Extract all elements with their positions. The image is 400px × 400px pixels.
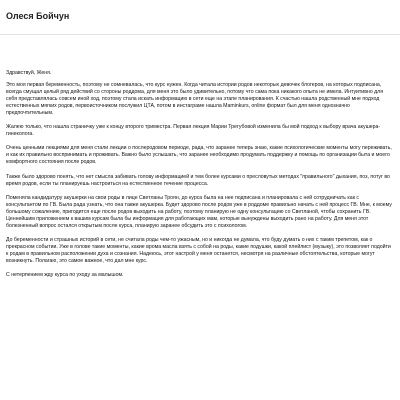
paragraph: Это моя первая беременность, поэтому не сомневалась, что курс нужен. Когда читала истории родов некоторых девочек блогеров, на которых подписана, всегда смущал целый ряд действий со стороны роддома, для меня это было удивительно, потому что сама пока никакого опыта не имела. Интуитивно для себя представлялась совсем иной ход, поэтому стала искать информацию в сети еще на этапе планирования. К счастью нашла родственный мне подход естественных мягких родов, первоисточником послужил ЦТА, потом в инстаграме нашла Maminkurs, online формат был для меня однозначно предпочтительным.: [6, 82, 384, 117]
paragraph: Поменяла кандидатуру акушерки на свои роды в лице Светланы Троян, до курса была на нее подписана и планировала с ней сотрудничать как с консультантом по ГВ. Была рада узнать, что она также акушерка. Будет здорово после родов уже в роддоме правильно начать с ней процесс ГВ. Мне, к моему большому сожалению, пригодится еще после родов выходить на работу, поэтому планирую не одну консультацию со Светланой, чтобы сохранить ГВ. Ценнейшим приложением к вашим курсам была бы информация для работающих мам, которые вынуждены выходить рано на работу. Для меня этот болезненный вопрос остался открытым после курса, планирую заранее обсудить это с психологом.: [6, 194, 392, 229]
paragraph: Жалею только, что нашла страничку уже к концу второго триместра. Первая лекция Марии Трегубовой изменила бы мой подход к выбору врача акушера-гинеколога.: [6, 124, 381, 138]
author-name: Олеся Бойчун: [6, 11, 70, 21]
paragraph: Очень ценными лекциями для меня стали лекции о послеродовом периоде, рада, что заранее теперь знаю, какие психологические моменты могу переживать, и как их правильно воспринимать и проживать. Важно было услышать, что заранее необходимо продумать поддержку и помощь по организации быта и моего комфортного состояния после родов.: [6, 145, 392, 166]
paragraph: До беременности и страшных историй в сети, не считала роды чем-то ужасным, но и никогда не думала, что буду думать о них с таким трепетом, как о прекрасном событии. Уже в голове такие моменты, какие врома масла взять с собой на роды, какие подушки, какой плейлист (музыку), это позволяет подойти к родам в правильном расположении духа и сознания. Надеюсь, этот настрой у меня останется, несмотря на различные обстоятельства, которые могут возникнуть. Полагаю, это самое важное, что дал мне курс.: [6, 236, 391, 264]
paragraph: С нетерпением жду курса по уходу за малышом.: [6, 272, 124, 279]
review-header: [0, 0, 400, 35]
review-text: [6, 70, 394, 286]
greeting: Здравствуй, Женя.: [6, 70, 52, 76]
paragraph: Также было здорово понять, что нет смысла забивать голову информацией и тем более курсами о пресловутых методах "правильного" дыхания, поз, потуг во время родов, если ты планируешь настроиться на естественное течение процесса.: [6, 173, 390, 187]
